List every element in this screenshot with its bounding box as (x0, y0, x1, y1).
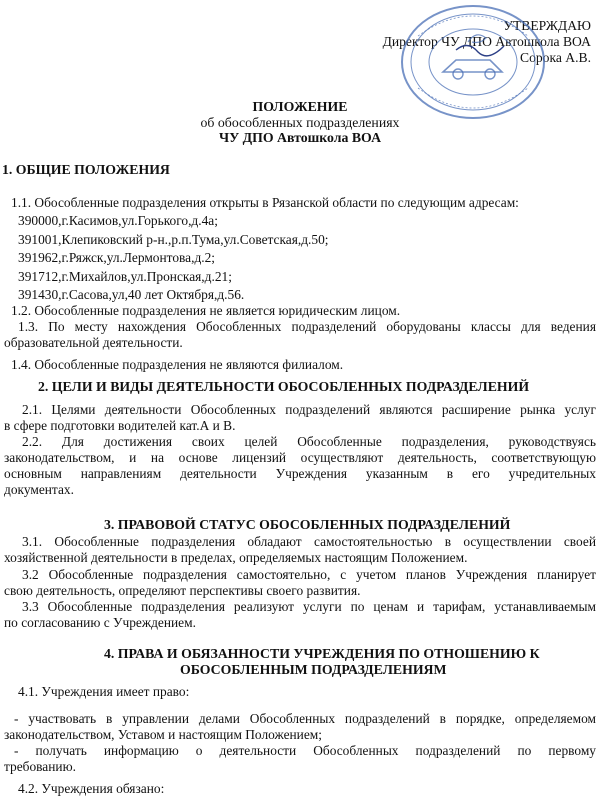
approval-title: УТВЕРЖДАЮ (503, 18, 591, 33)
paragraph-3-3-line2: по согласованию с Учреждением. (4, 615, 196, 630)
paragraph-3-2-line1: 3.2 Обособленные подразделения самостоятельно, с учетом планов Учреждения планирует (22, 567, 596, 582)
paragraph-2-2-line4: документах. (4, 482, 74, 497)
paragraph-3-1-line2: хозяйственной деятельности в пределах, определяемых настоящим Положением. (4, 550, 468, 565)
section-2-heading: 2. ЦЕЛИ И ВИДЫ ДЕЯТЕЛЬНОСТИ ОБОСОБЛЕННЫХ ПОДРАЗДЕЛЕНИЙ (38, 379, 530, 394)
document-subtitle: об обособленных подразделениях (200, 115, 400, 130)
address-item: 391430,г.Сасова,ул,40 лет Октября,д.56. (18, 287, 245, 302)
paragraph-1-1: 1.1. Обособленные подразделения открыты в Рязанской области по следующим адресам: (11, 195, 519, 210)
approval-signer: Сорока А.В. (520, 50, 591, 65)
paragraph-1-4: 1.4. Обособленные подразделения не являются филиалом. (11, 357, 344, 372)
address-item: 390000,г.Касимов,ул.Горького,д.4а; (18, 213, 218, 228)
paragraph-3-1-line1: 3.1. Обособленные подразделения обладают самостоятельностью в осуществлении своей (22, 534, 596, 549)
paragraph-3-2-line2: свою деятельность, определяют перспективы своего развития. (4, 583, 361, 598)
list-item-4-1-b-line1: - получать информацию о деятельности Обособленных подразделений по первому (14, 743, 596, 758)
section-1-heading: 1. ОБЩИЕ ПОЛОЖЕНИЯ (2, 162, 170, 177)
section-3-heading: 3. ПРАВОВОЙ СТАТУС ОБОСОБЛЕННЫХ ПОДРАЗДЕЛЕНИЙ (104, 517, 511, 532)
paragraph-4-1: 4.1. Учреждения имеет право: (18, 684, 190, 699)
approval-position: Директор ЧУ ДПО Автошкола ВОА (382, 34, 591, 49)
address-item: 391962,г.Ряжск,ул.Лермонтова,д.2; (18, 250, 216, 265)
paragraph-1-3-line1: 1.3. По месту нахождения Обособленных подразделений оборудованы классы для ведения (18, 319, 596, 334)
paragraph-2-2-line2: законодательством, и на основе лицензий осуществляют деятельность, соответствующую (4, 450, 596, 465)
list-item-4-1-a-line2: законодательством, Уставом и настоящим Положением; (4, 727, 322, 742)
list-item-4-1-a-line1: - участвовать в управлении делами Обособленных подразделений в порядке, определяемом (14, 711, 596, 726)
paragraph-3-3-line1: 3.3 Обособленные подразделения реализуют услуги по ценам и тарифам, устанавливаемым (22, 599, 596, 614)
paragraph-1-2: 1.2. Обособленные подразделения не является юридическим лицом. (11, 303, 401, 318)
section-4-heading-line1: 4. ПРАВА И ОБЯЗАННОСТИ УЧРЕЖДЕНИЯ ПО ОТНОШЕНИЮ К (104, 646, 540, 661)
address-item: 391001,Клепиковский р-н.,р.п.Тума,ул.Советская,д.50; (18, 232, 329, 247)
paragraph-2-1-line2: в сфере подготовки водителей кат.А и В. (4, 418, 236, 433)
paragraph-1-3-line2: образовательной деятельности. (4, 335, 183, 350)
paragraph-2-2-line3: основным направлениям деятельности Учреждения указанным в его учредительных (4, 466, 596, 481)
section-4-heading-line2: ОБОСОБЛЕННЫМ ПОДРАЗДЕЛЕНИЯМ (180, 662, 447, 677)
address-item: 391712,г.Михайлов,ул.Пронская,д.21; (18, 269, 232, 284)
document-title: ПОЛОЖЕНИЕ (252, 99, 348, 114)
paragraph-2-2-line1: 2.2. Для достижения своих целей Обособленные подразделения, руководствуясь (22, 434, 596, 449)
paragraph-2-1-line1: 2.1. Целями деятельности Обособленных подразделений являются расширение рынка услуг (22, 402, 596, 417)
document-organization: ЧУ ДПО Автошкола ВОА (218, 130, 382, 145)
paragraph-4-2: 4.2. Учреждения обязано: (18, 781, 165, 796)
list-item-4-1-b-line2: требованию. (4, 759, 76, 774)
